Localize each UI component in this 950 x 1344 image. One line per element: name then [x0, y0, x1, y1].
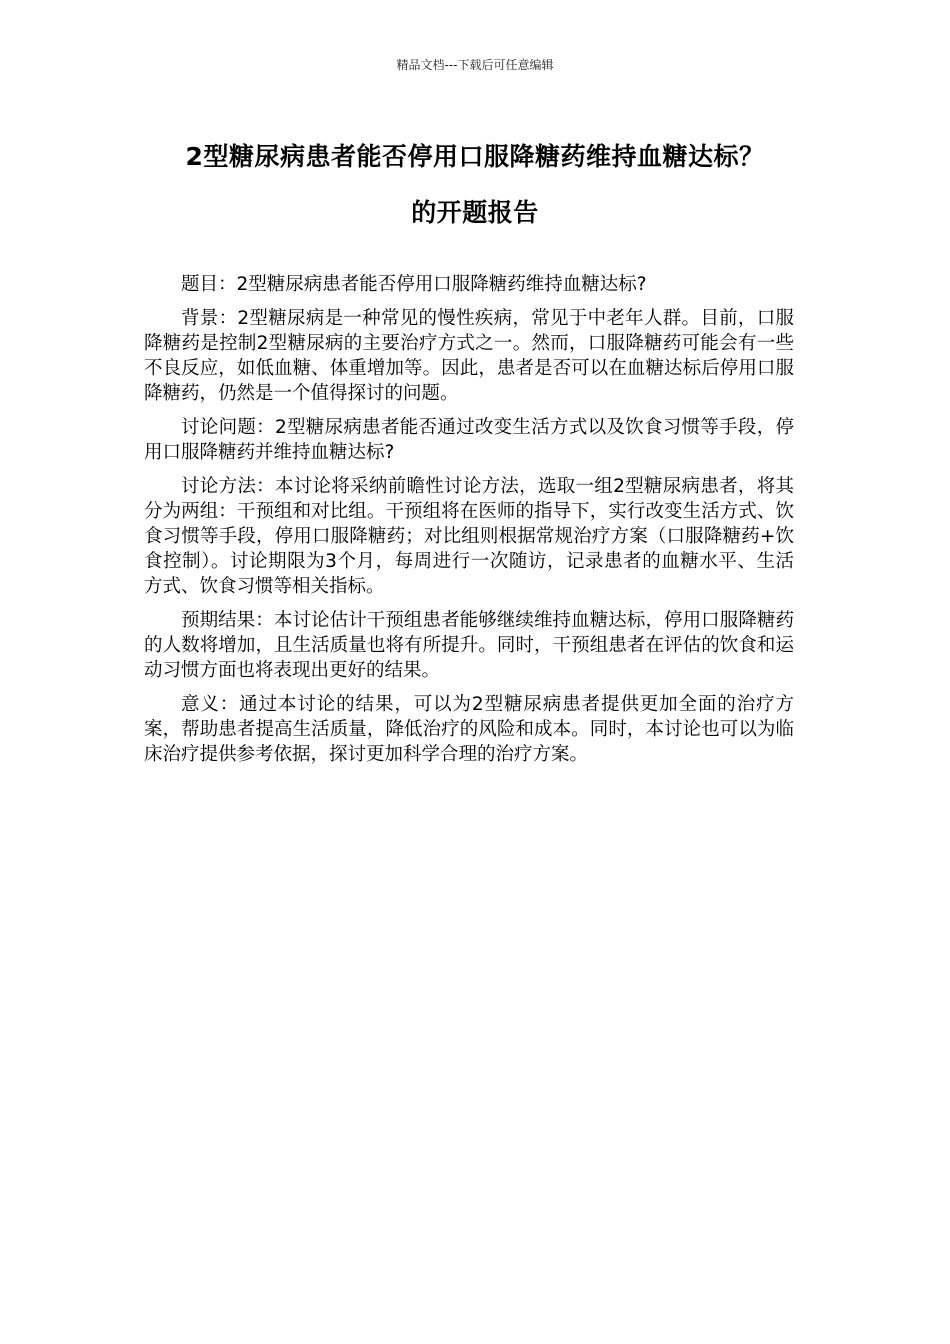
paragraph-significance: 意义：通过本讨论的结果，可以为2型糖尿病患者提供更加全面的治疗方案，帮助患者提高生活质量，降低治疗的风险和成本。同时，本讨论也可以为临床治疗提供参考依据，探讨更加科学合理的治疗方案。 [144, 694, 794, 765]
paragraph-question: 讨论问题：2型糖尿病患者能否通过改变生活方式以及饮食习惯等手段，停用口服降糖药并维持血糖达标? [144, 417, 794, 463]
paragraph-method: 讨论方法：本讨论将采纳前瞻性讨论方法，选取一组2型糖尿病患者，将其分为两组：干预组和对比组。干预组将在医师的指导下，实行改变生活方式、饮食习惯等手段，停用口服降糖药；对比组则根据常规治疗方案（口服降糖药+饮食控制）。讨论期限为3个月，每周进行一次随访，记录患者的血糖水平、生活方式、饮食习惯等相关指标。 [144, 476, 794, 597]
header-note: 精品文档---下载后可任意编辑 [396, 58, 554, 72]
document-title-line-2: 的开题报告 [411, 198, 539, 227]
document-title-line-1: 2型糖尿病患者能否停用口服降糖药维持血糖达标？ [185, 142, 765, 171]
paragraph-topic: 题目：2型糖尿病患者能否停用口服降糖药维持血糖达标? [181, 274, 647, 295]
paragraph-expected-results: 预期结果：本讨论估计干预组患者能够继续维持血糖达标，停用口服降糖药的人数将增加，且生活质量也将有所提升。同时，干预组患者在评估的饮食和运动习惯方面也将表现出更好的结果。 [144, 610, 794, 681]
document-body [144, 272, 794, 776]
paragraph-background: 背景：2型糖尿病是一种常见的慢性疾病，常见于中老年人群。目前，口服降糖药是控制2型糖尿病的主要治疗方式之一。然而，口服降糖药可能会有一些不良反应，如低血糖、体重增加等。因此，患者是否可以在血糖达标后停用口服降糖药，仍然是一个值得探讨的问题。 [144, 308, 794, 404]
